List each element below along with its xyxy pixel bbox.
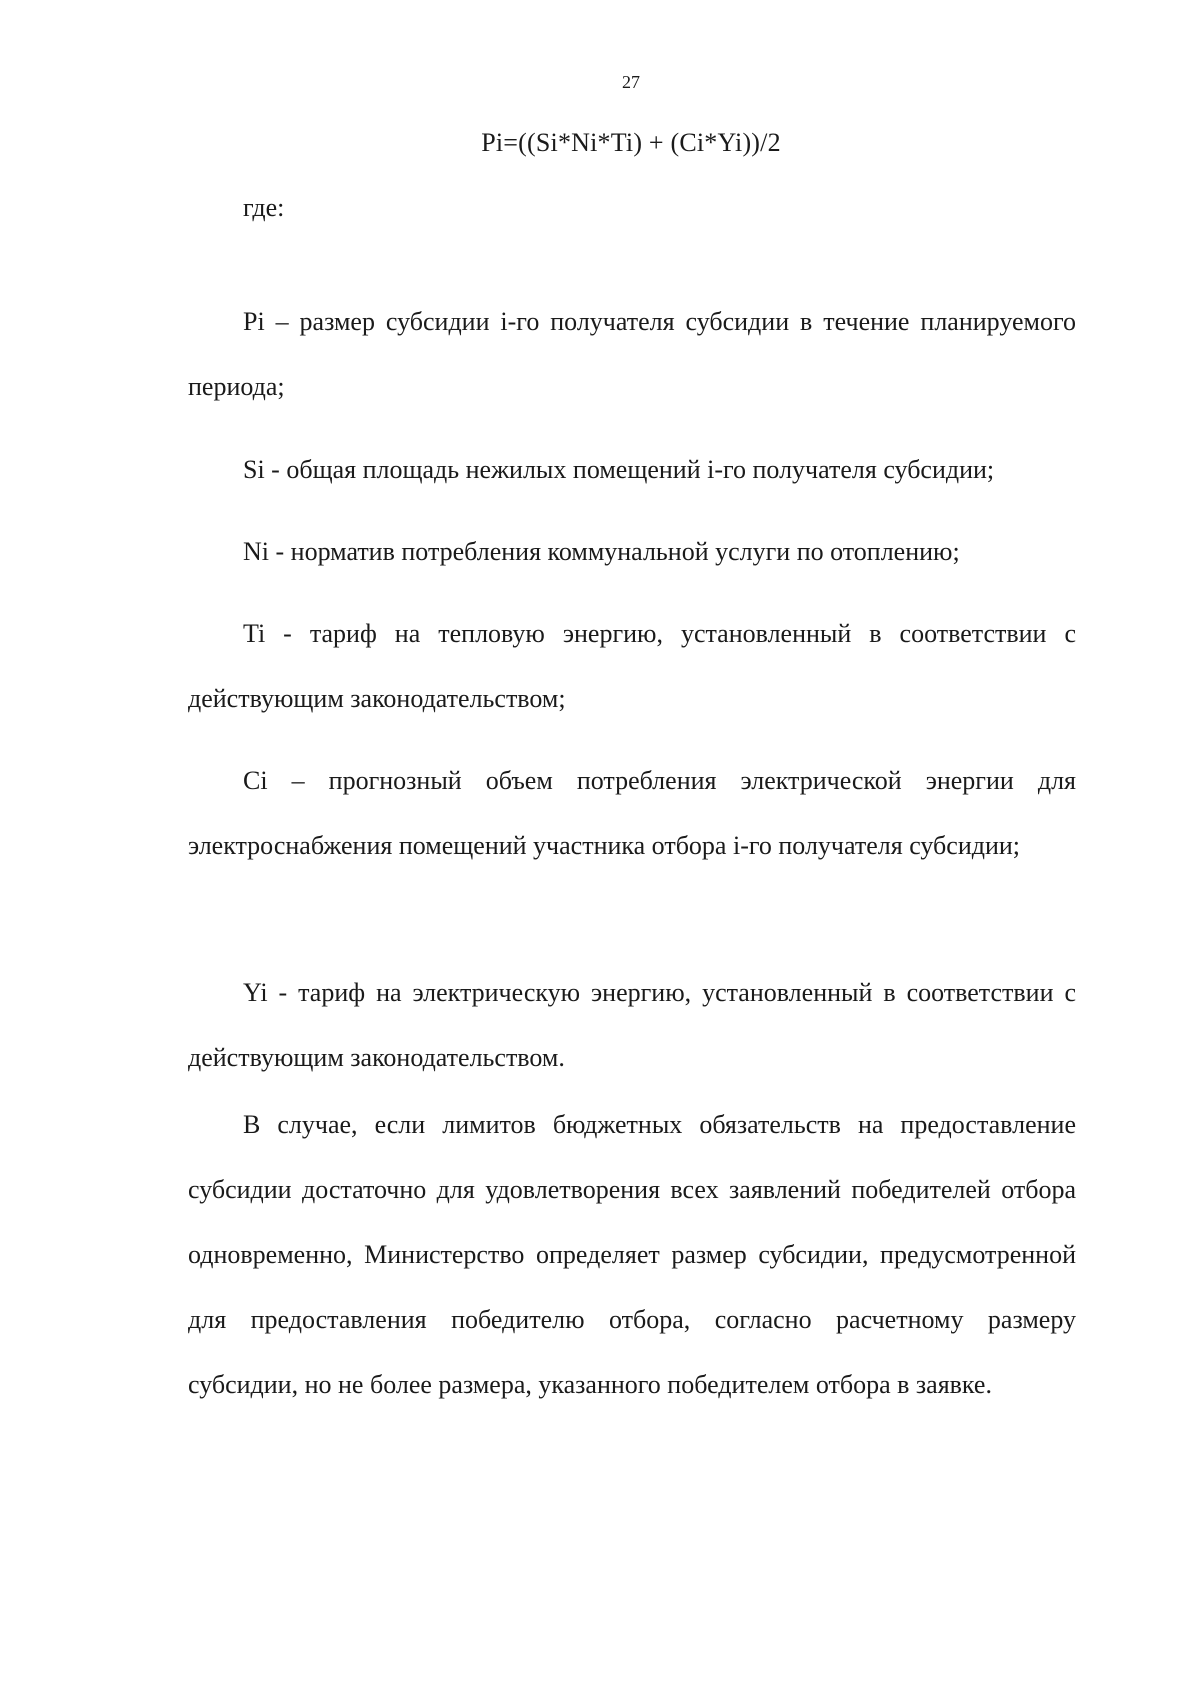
page-number: 27: [622, 72, 640, 92]
definition-yi: Yi - тариф на электрическую энергию, установленный в соответствии с действующим законодательством.: [188, 978, 1076, 1072]
where-label: где:: [243, 193, 285, 222]
definition-ni: Ni - норматив потребления коммунальной услуги по отоплению;: [243, 537, 960, 566]
definition-pi: Pi – размер субсидии i-го получателя субсидии в течение планируемого периода;: [188, 307, 1076, 401]
final-paragraph: В случае, если лимитов бюджетных обязательств на предоставление субсидии достаточно для удовлетворения всех заявлений победителей отбора одновременно, Министерство определяет размер субсидии, предусмотренной для предоставления победителю отбора, согласно расчетному размеру субсидии, но не более размера, указанного победителем отбора в заявке.: [188, 1110, 1076, 1399]
definition-ci: Ci – прогнозный объем потребления электрической энергии для электроснабжения помещений участника отбора i-го получателя субсидии;: [188, 766, 1076, 860]
subsidy-formula: Pi=((Si*Ni*Ti) + (Ci*Yi))/2: [481, 128, 781, 157]
definition-ti: Ti - тариф на тепловую энергию, установленный в соответствии с действующим законодательством;: [188, 619, 1076, 713]
definition-si: Si - общая площадь нежилых помещений i-го получателя субсидии;: [243, 455, 995, 484]
